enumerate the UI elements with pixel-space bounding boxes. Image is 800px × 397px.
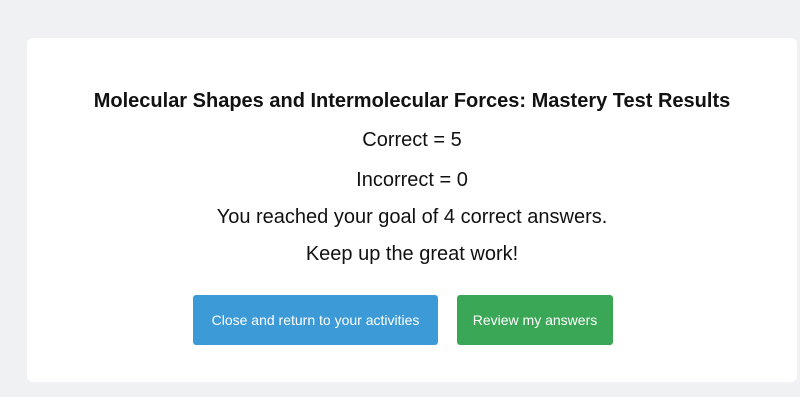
- encouragement-message: Keep up the great work!: [305, 243, 519, 265]
- incorrect-count: Incorrect = 0: [356, 169, 468, 191]
- goal-message: You reached your goal of 4 correct answers.: [216, 206, 608, 228]
- correct-count: Correct = 5: [362, 129, 462, 151]
- review-answers-button[interactable]: Review my answers: [457, 295, 613, 345]
- results-card: [27, 38, 797, 382]
- results-title: Molecular Shapes and Intermolecular Forces: Mastery Test Results: [93, 90, 731, 112]
- close-and-return-button[interactable]: Close and return to your activities: [193, 295, 438, 345]
